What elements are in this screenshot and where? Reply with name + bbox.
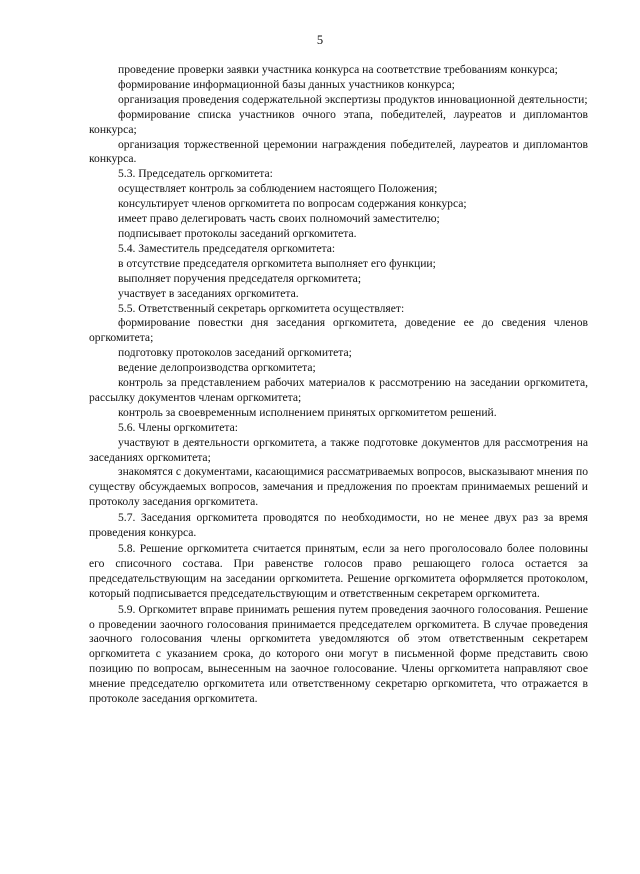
paragraph: осуществляет контроль за соблюдением настоящего Положения; — [118, 182, 438, 196]
document-body — [89, 63, 588, 707]
paragraph: подписывает протоколы заседаний оргкомитета. — [118, 226, 357, 240]
section-heading: 5.6. Члены оргкомитета: — [118, 420, 238, 434]
section-heading: 5.5. Ответственный секретарь оргкомитета осуществляет: — [118, 301, 405, 315]
paragraph: формирование повестки дня заседания оргкомитета, доведение ее до сведения членов оргкомитета; — [89, 316, 588, 345]
paragraph: 5.9. Оргкомитет вправе принимать решения путем проведения заочного голосования. Решение о проведении заочного голосования принимается председателем оргкомитета. В случае проведения заочного голосования члены оргкомитета уведомляются об этом ответственным секретарем оргкомитета с указанием срока, до которого они могут в письменной форме представить свою позицию по вопросам, вынесенным на заочное голосование. Члены оргкомитета направляют свое мнение председателю оргкомитета или ответственному секретарю оргкомитета, что отражается в протоколе заседания оргкомитета. — [89, 602, 588, 706]
paragraph: ведение делопроизводства оргкомитета; — [118, 361, 316, 375]
paragraph: знакомятся с документами, касающимися рассматриваемых вопросов, высказывают мнения по существу обсуждаемых вопросов, замечания и предложения по проектам принимаемых решений и протоколу заседания оргкомитета. — [89, 465, 588, 509]
paragraph: подготовку протоколов заседаний оргкомитета; — [118, 346, 352, 360]
page-number: 5 — [316, 33, 324, 47]
paragraph: формирование информационной базы данных участников конкурса; — [118, 77, 455, 91]
paragraph: контроль за своевременным исполнением принятых оргкомитетом решений. — [118, 405, 497, 419]
paragraph: проведение проверки заявки участника конкурса на соответствие требованиям конкурса; — [118, 63, 558, 76]
paragraph: имеет право делегировать часть своих полномочий заместителю; — [118, 212, 440, 226]
paragraph: 5.7. Заседания оргкомитета проводятся по необходимости, но не менее двух раз за время проведения конкурса. — [89, 511, 588, 540]
paragraph: формирование списка участников очного этапа, победителей, лауреатов и дипломантов конкурса; — [89, 107, 588, 136]
paragraph: в отсутствие председателя оргкомитета выполняет его функции; — [118, 256, 436, 270]
paragraph: организация проведения содержательной экспертизы продуктов инновационной деятельности; — [118, 92, 588, 106]
paragraph: организация торжественной церемонии награждения победителей, лауреатов и дипломантов конкурса. — [89, 137, 588, 166]
paragraph: участвует в заседаниях оргкомитета. — [118, 286, 299, 300]
paragraph: участвуют в деятельности оргкомитета, а также подготовке документов для рассмотрения на заседаниях оргкомитета; — [89, 435, 588, 464]
section-heading: 5.4. Заместитель председателя оргкомитета: — [118, 241, 336, 255]
paragraph: контроль за представлением рабочих материалов к рассмотрению на заседании оргкомитета, рассылку документов членам оргкомитета; — [89, 376, 588, 404]
section-heading: 5.3. Председатель оргкомитета: — [118, 167, 273, 181]
paragraph: консультирует членов оргкомитета по вопросам содержания конкурса; — [118, 197, 467, 211]
paragraph: 5.8. Решение оргкомитета считается принятым, если за него проголосовало более половины его списочного состава. При равенстве голосов право решающего голоса остается за председательствующим на заседании оргкомитета. Решение оргкомитета оформляется протоколом, который подписывается председательствующим и ответственным секретарем оргкомитета. — [89, 542, 588, 600]
paragraph: выполняет поручения председателя оргкомитета; — [118, 271, 362, 285]
